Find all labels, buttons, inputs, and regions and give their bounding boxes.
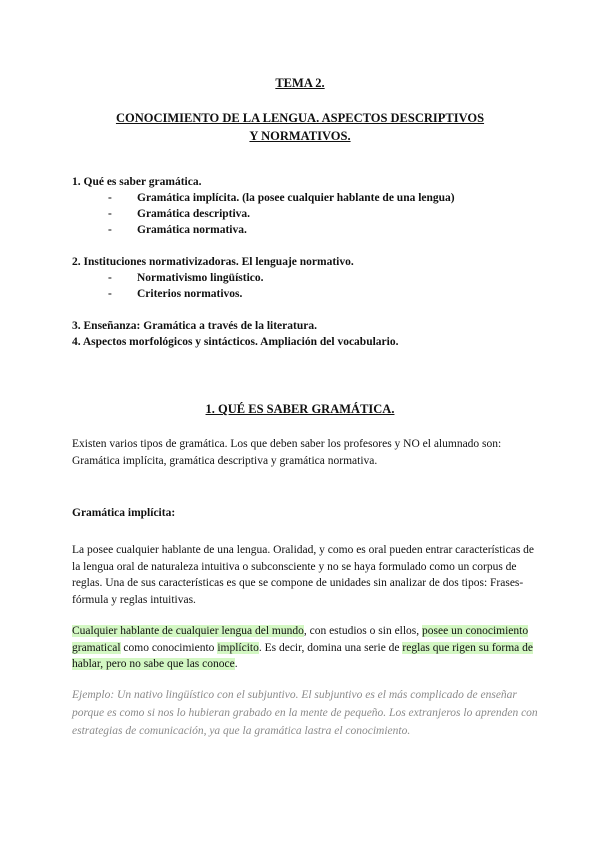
outline-item-gramatica-descriptiva: Gramática descriptiva.	[137, 208, 251, 220]
outline-section-1: 1. Qué es saber gramática.	[72, 176, 202, 188]
document-subtitle-line-2: Y NORMATIVOS.	[249, 129, 351, 143]
sub-heading: Gramática implícita:	[72, 507, 176, 519]
outline-section-2: 2. Instituciones normativizadoras. El lenguaje normativo.	[72, 256, 354, 268]
outline-item-gramatica-implicita: Gramática implícita. (la posee cualquier hablante de una lengua)	[137, 192, 455, 204]
text-run: .	[234, 658, 238, 670]
text-run: , con estudios o sin ellos,	[303, 625, 423, 637]
outline-dash: -	[108, 288, 112, 300]
section-heading: 1. QUÉ ES SABER GRAMÁTICA.	[205, 402, 395, 416]
document-title: TEMA 2.	[275, 76, 325, 90]
outline-dash: -	[108, 192, 112, 204]
outline-dash: -	[108, 272, 112, 284]
highlight: Cualquier hablante de cualquier lengua del mundo	[72, 625, 304, 637]
paragraph-knowledge	[72, 623, 542, 673]
outline-item-normativismo: Normativismo lingüístico.	[137, 272, 264, 284]
highlight: implícito	[217, 641, 259, 654]
intro-paragraph: Existen varios tipos de gramática. Los que deben saber los profesores y NO el alumnado son: Gramática implícita, gramática descriptiva y gramática normativa.	[72, 438, 502, 467]
outline-section-4: 4. Aspectos morfológicos y sintácticos. Ampliación del vocabulario.	[72, 336, 399, 348]
example-paragraph: Ejemplo: Un nativo lingüístico con el subjuntivo. El subjuntivo es el más complicado de enseñar porque es como si nos lo hubieran grabado en la mente de pequeño. Los extranjeros lo aprenden con estrategias de comunicación, ya que la gramática lastra el conocimiento.	[72, 689, 538, 737]
text-run: . Es decir, domina una serie de	[258, 641, 403, 654]
paragraph-characteristics: La posee cualquier hablante de una lengua. Oralidad, y como es oral pueden entrar características de la lengua oral de naturaleza intuitiva o subconsciente y no se haya formulado como un corpus de reglas. Una de sus características es que se compone de unidades sin analizar de dos tipos: Frases-fórmula y reglas intuitivas.	[72, 544, 535, 606]
outline-item-criterios: Criterios normativos.	[137, 288, 243, 300]
outline-section-3: 3. Enseñanza: Gramática a través de la literatura.	[72, 320, 317, 332]
outline-dash: -	[108, 224, 112, 236]
highlight: reglas que rigen su forma de hablar, pero no sabe que las conoce	[72, 641, 534, 670]
text-run: como conocimiento	[120, 641, 218, 654]
highlight: posee un conocimiento gramatical	[72, 625, 529, 654]
document-subtitle-line-1: CONOCIMIENTO DE LA LENGUA. ASPECTOS DESCRIPTIVOS	[115, 111, 485, 125]
outline-item-gramatica-normativa: Gramática normativa.	[137, 224, 247, 236]
outline-dash: -	[108, 208, 112, 220]
